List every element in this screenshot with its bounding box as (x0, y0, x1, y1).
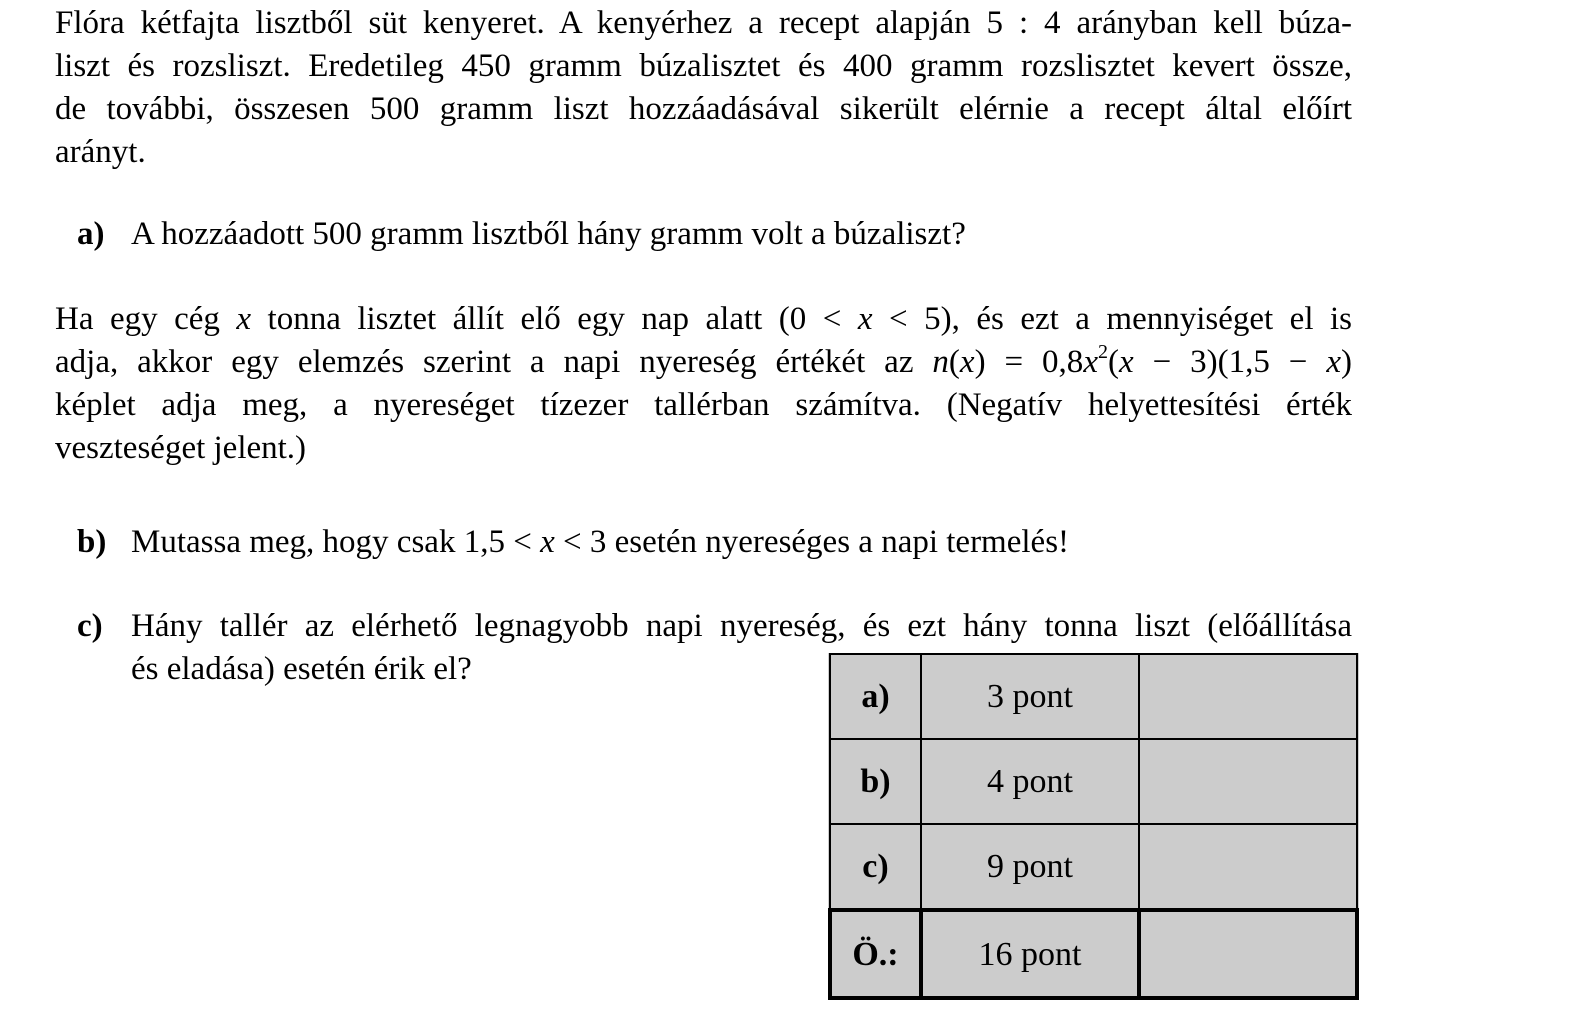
context-line: Ha egy cég x tonna lisztet állít elő egy nap alatt (0 < x < 5), és ezt a mennyiséget el is (55, 301, 1352, 337)
intro-line: arányt. (55, 134, 146, 170)
score-total-label: Ö.: (830, 910, 921, 998)
intro-line: Flóra kétfajta lisztből süt kenyeret. A kenyérhez a recept alapján 5 : 4 arányban kell búza- (55, 5, 1352, 41)
score-part: a) (830, 654, 921, 739)
intro-line: liszt és rozsliszt. Eredetileg 450 gramm búzalisztet és 400 gramm rozslisztet kevert össze, (55, 48, 1352, 84)
context-line: képlet adja meg, a nyereséget tízezer tallérban számítva. (Negatív helyettesítési érték (55, 387, 1352, 423)
score-row (830, 654, 1357, 739)
score-points: 9 pont (921, 824, 1139, 910)
intro-line: de további, összesen 500 gramm liszt hozzáadásával sikerült elérnie a recept által előírt (55, 91, 1352, 127)
score-cell (1139, 739, 1357, 824)
question-label: a) (77, 216, 105, 252)
score-row (830, 739, 1357, 824)
score-part: c) (830, 824, 921, 910)
score-part: b) (830, 739, 921, 824)
context-line: veszteséget jelent.) (55, 430, 307, 466)
question-label: b) (77, 524, 107, 560)
question-label: c) (77, 608, 103, 644)
question-text: Hány tallér az elérhető legnagyobb napi nyereség, és ezt hány tonna liszt (előállítása és eladása) esetén érik el? (131, 608, 1352, 687)
formula: $n(x) = 0,8x^2(x - 3)(1,5 - x)$ (932, 341, 1352, 380)
context-paragraph (55, 298, 1352, 470)
question-text: A hozzáadott 500 gramm lisztből hány gramm volt a búzaliszt? (131, 216, 966, 252)
score-total-points: 16 pont (921, 910, 1139, 998)
score-total-row (830, 910, 1357, 998)
score-points: 3 pont (921, 654, 1139, 739)
score-total-cell (1139, 910, 1357, 998)
score-cell (1139, 654, 1357, 739)
score-row (830, 824, 1357, 910)
score-table (828, 653, 1359, 1000)
question-text: Mutassa meg, hogy csak 1,5 < x < 3 esetén nyereséges a napi termelés! (131, 524, 1070, 560)
score-cell (1139, 824, 1357, 910)
intro-paragraph (55, 2, 1352, 174)
score-points: 4 pont (921, 739, 1139, 824)
context-line-formula: adja, akkor egy elemzés szerint a napi nyereség értékét az $n(x) = 0,8x^2(x - 3)(1,5 - x)$ (55, 341, 1352, 380)
